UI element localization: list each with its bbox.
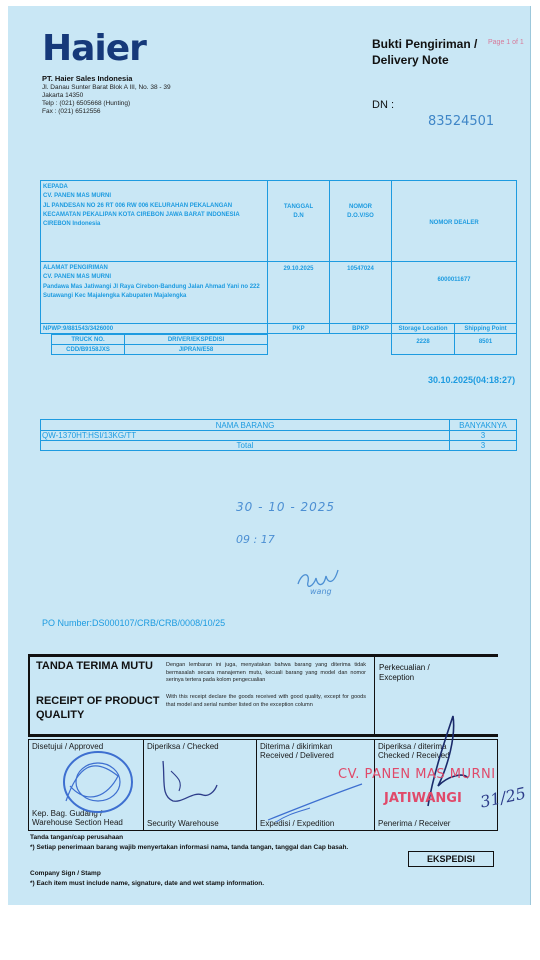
received-delivered-label: [260, 742, 334, 760]
po-number: PO Number:DS000107/CRB/CRB/0008/10/25: [42, 618, 226, 628]
total-row: [40, 440, 450, 451]
sig-divider-2: [256, 739, 257, 831]
bpkp-cell: [329, 323, 392, 334]
haier-logo: Haier: [42, 28, 146, 69]
receipt-text-id: Dengan lembaran ini juga, menyatakan bahwa barang yang diterima tidak bermasalah secara manajemen mutu, kecuali barang yang model dan nomor serinya tertera pada kolom pengecualian: [166, 662, 366, 684]
receiver-stamp-line-1: CV. PANEN MAS MURNI: [338, 767, 496, 782]
pkp-cell: [267, 323, 330, 334]
dn-label: DN :: [372, 99, 394, 111]
delivery-note-paper: [8, 6, 531, 905]
nomor-value: 10547024: [347, 266, 374, 272]
alamat-label: ALAMAT PENGIRIMAN: [43, 265, 108, 271]
ship-address: Pandawa Mas Jatiwangi Jl Raya Cirebon-Bandung Jalan Ahmad Yani no 222 Sutawangi Kec Majalengka Kabupaten Majalengka: [43, 283, 260, 299]
expedition-signature: [258, 778, 368, 826]
driver-label: DRIVER/EKSPEDISI: [167, 337, 225, 343]
handwritten-date: 30 - 10 - 2025: [236, 500, 335, 514]
truck-no: CDD/B9158JXS: [66, 347, 110, 353]
tanggal-cell: [267, 180, 330, 262]
warehouse-head-line-2: Warehouse Section Head: [32, 818, 123, 828]
shipping-value: 8501: [478, 339, 493, 345]
note-en: *) Each item must include name, signature, date and wet stamp information.: [30, 880, 265, 887]
total-qty-cell: [449, 440, 517, 451]
security-signature: [153, 751, 223, 811]
security-warehouse-label: Security Warehouse: [147, 819, 219, 828]
npwp: NPWP:9/881543/3426000: [43, 326, 114, 332]
note-id: *) Setiap penerimaan barang wajib menyertakan informasi nama, tanda tangan, tanggal dan Cap basah.: [30, 844, 349, 851]
handwritten-initials: wang: [310, 587, 332, 596]
item-qty: 3: [480, 431, 486, 440]
handwritten-initials-scribble: [294, 562, 354, 602]
doc-title: [372, 36, 477, 68]
truck-label: TRUCK NO.: [71, 337, 105, 343]
checked-label: Diperiksa / Checked: [147, 742, 219, 751]
nomor-value-cell: [329, 261, 392, 324]
page-indicator: Page 1 of 1: [488, 39, 524, 46]
doc-title-id: Bukti Pengiriman /: [372, 37, 478, 51]
recipient-name: CV. PANEN MAS MURNI: [43, 193, 112, 200]
shipping-label: Shipping Point: [464, 326, 507, 332]
address-line-4: Fax : (021) 6512556: [42, 108, 101, 115]
total-label: Total: [236, 441, 254, 450]
expedition-label: Expedisi / Expedition: [260, 819, 335, 828]
item-name: QW-1370HT:HSI/13KG/TT: [42, 431, 137, 440]
pkp: PKP: [292, 326, 305, 332]
handwritten-time: 09 : 17: [236, 533, 275, 546]
ekspedisi-box: EKSPEDISI: [408, 851, 494, 867]
receiver-label: Penerima / Receiver: [378, 819, 451, 828]
tanggal-label: TANGGAL: [283, 204, 314, 210]
dealer-cell: [391, 180, 517, 262]
ship-name: CV. PANEN MAS MURNI: [43, 274, 112, 281]
receipt-left-rule: [28, 654, 30, 736]
dealer-value: 6000011677: [437, 277, 471, 283]
kepada-cell: [40, 180, 268, 262]
exception-label: Perkecualian / Exception: [379, 663, 430, 683]
sig-divider-1: [143, 739, 144, 831]
warehouse-head-line-1: Kep. Bag. Gudang /: [32, 809, 103, 818]
dealer-label: NOMOR DEALER: [429, 220, 479, 226]
total-qty: 3: [480, 441, 486, 450]
shipping-value-cell: [454, 333, 517, 355]
tanda-terima-mutu: TANDA TERIMA MUTU: [36, 660, 153, 672]
approved-label: Disetujui / Approved: [32, 742, 104, 751]
driver-value-cell: [124, 344, 268, 355]
receipt-text-en: With this receipt declare the goods received with good quality, except for goods that model and serial number listed on the exception column: [166, 694, 366, 708]
dealer-value-cell: [391, 261, 517, 324]
kepada-label: KEPADA: [43, 184, 68, 190]
date-cell: [267, 261, 330, 324]
print-timestamp: 30.10.2025(04:18:27): [428, 375, 516, 385]
alamat-cell: [40, 261, 268, 324]
dn-number: 83524501: [428, 114, 495, 129]
truck-value-cell: [51, 344, 125, 355]
items-header-qty-label: BANYAKNYA: [459, 421, 507, 430]
sign-stamp-en: Company Sign / Stamp: [30, 870, 101, 877]
address-line-3: Telp : (021) 6505668 (Hunting): [42, 100, 131, 107]
checked-received-line-1: Diperiksa / diterima: [378, 742, 447, 751]
tanggal-sub: D.N: [293, 213, 304, 220]
storage-label: Storage Location: [398, 326, 448, 332]
sig-divider-3: [374, 739, 375, 831]
received-line-2: Received / Delivered: [260, 751, 334, 761]
storage-value: 2228: [416, 339, 430, 345]
address-line-2: Jakarta 14350: [42, 92, 84, 99]
storage-value-cell: [391, 333, 455, 355]
company-name: PT. Haier Sales Indonesia: [42, 74, 133, 83]
nomor-label: NOMOR: [349, 204, 372, 210]
address-line-1: Jl. Danau Sunter Barat Blok A III, No. 38 - 39: [42, 84, 171, 91]
sign-stamp-id: Tanda tangan/cap perusahaan: [30, 834, 124, 841]
doc-title-en: Delivery Note: [372, 53, 449, 68]
received-line-1: Diterima / dikirimkan: [260, 742, 333, 751]
receiver-stamp-line-2: JATIWANGI: [384, 791, 462, 806]
nomor-cell: [329, 180, 392, 262]
recipient-address: JL PANDESAN NO 26 RT 006 RW 006 KELURAHAN PEKALANGAN KECAMATAN PEKALIPAN KOTA CIREBON JAWA BARAT INDONESIA CIREBON Indonesia: [43, 202, 240, 228]
receiver-hand-date: 31/25: [478, 783, 528, 812]
warehouse-stamp: [58, 746, 138, 818]
items-header-name-label: NAMA BARANG: [215, 421, 275, 430]
receipt-of-product-quality: RECEIPT OF PRODUCT QUALITY: [36, 695, 160, 722]
bpkp: BPKP: [352, 326, 369, 332]
date-value: 29.10.2025: [283, 266, 314, 272]
driver: JIPRAN/E58: [178, 347, 214, 353]
nomor-sub: D.O.V/SO: [347, 213, 374, 220]
npwp-cell: [40, 323, 268, 334]
checked-received-line-2: Checked / Received: [378, 751, 450, 761]
